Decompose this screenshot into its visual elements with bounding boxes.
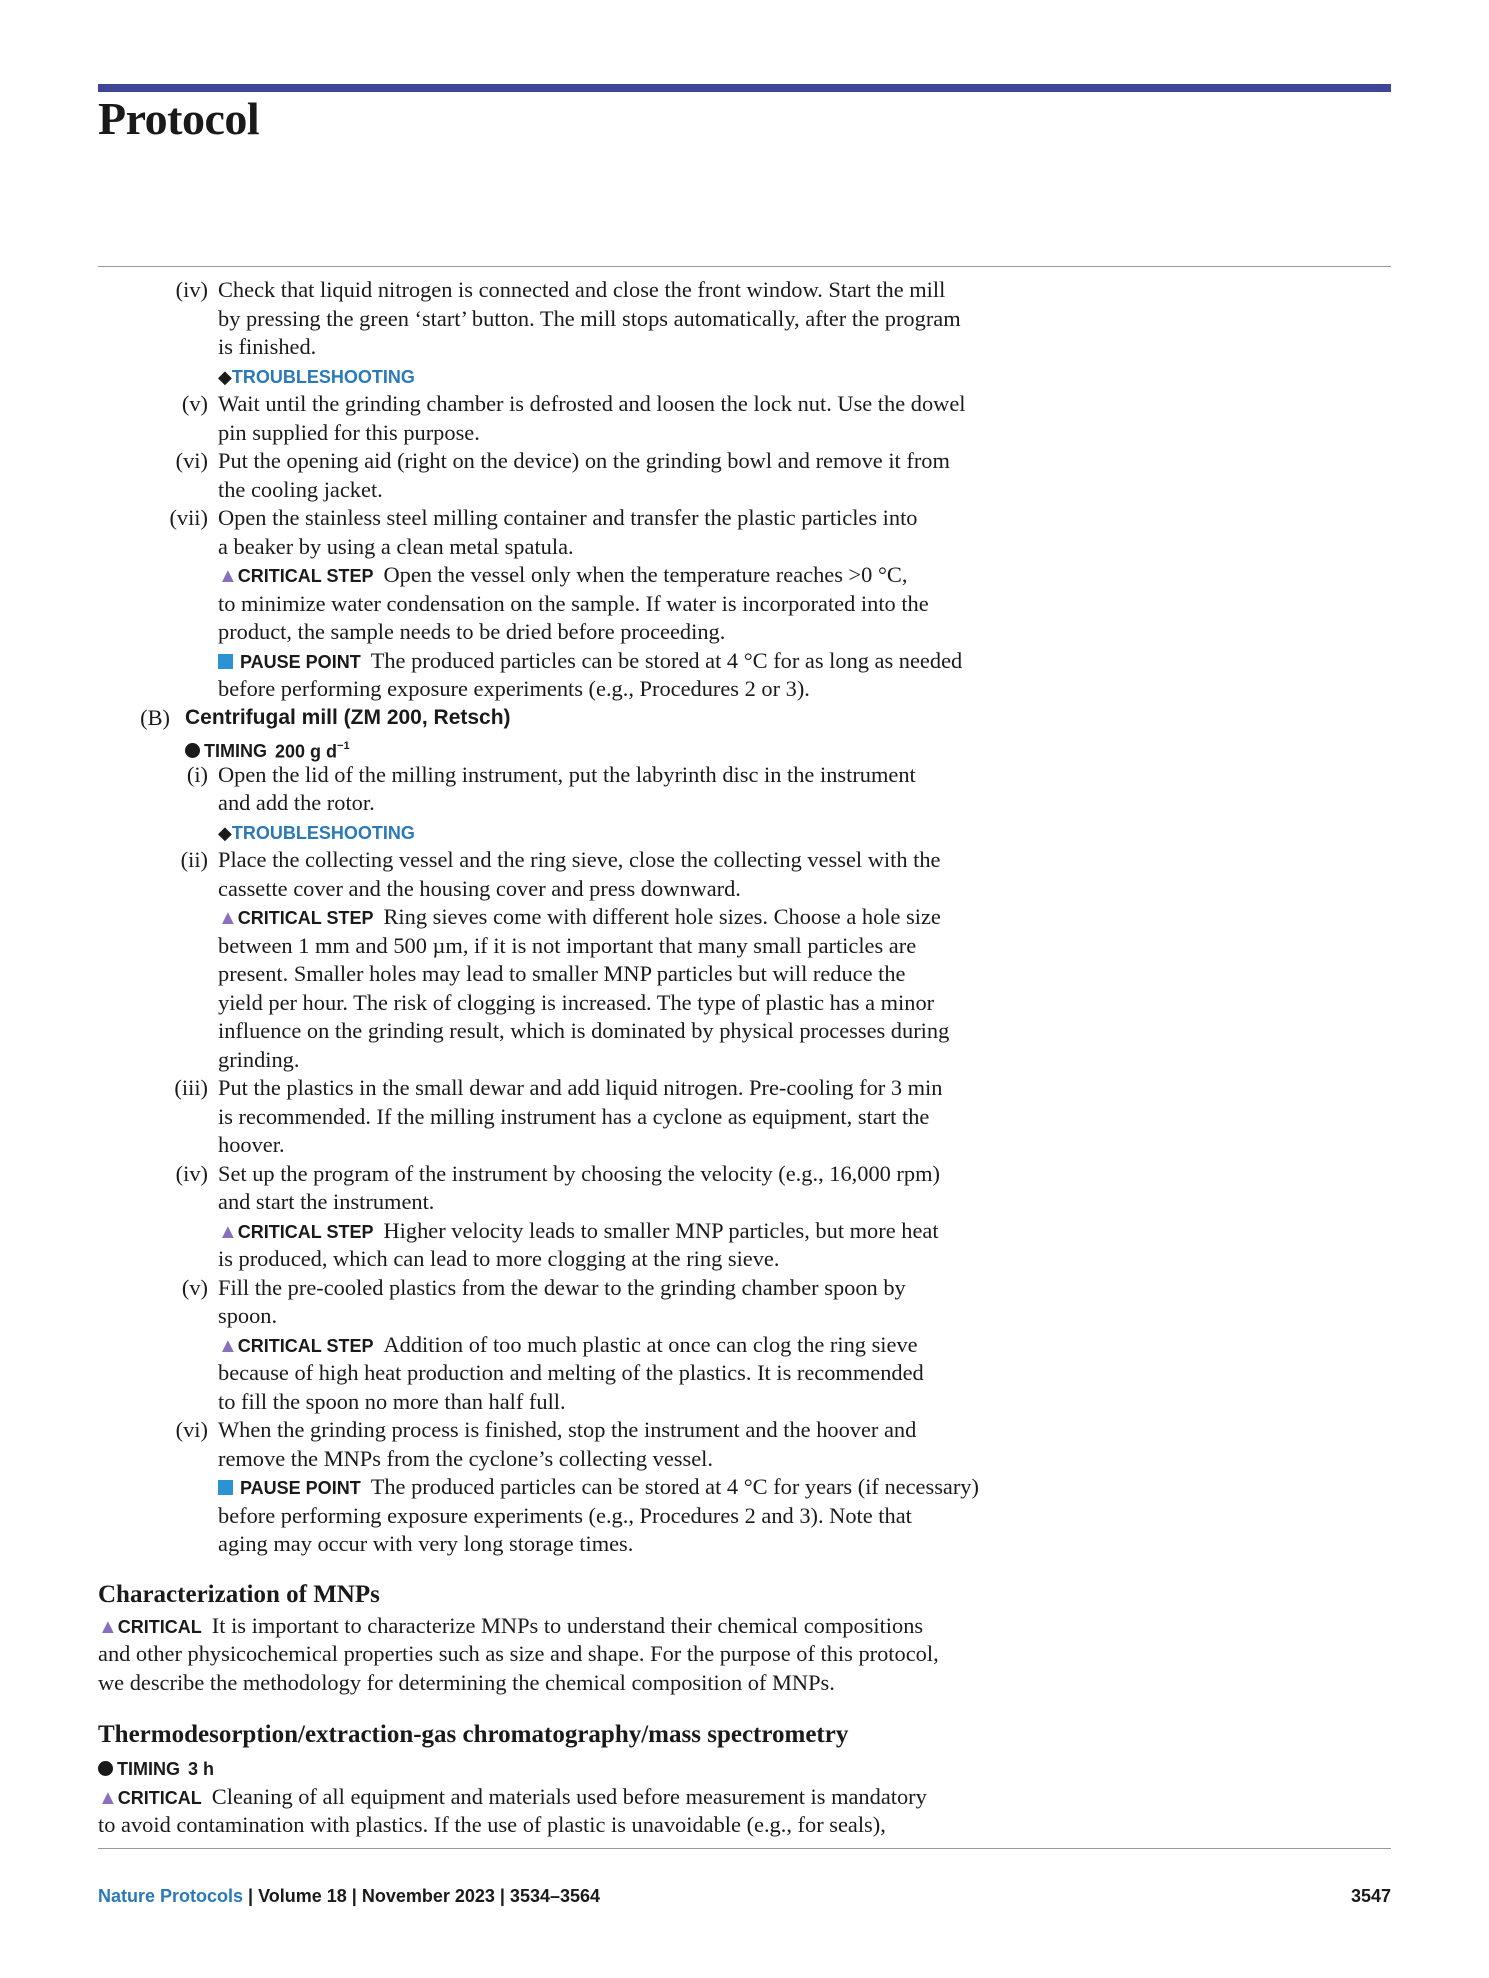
critical-step-b-ii-text: Ring sieves come with different hole sizes. Choose a hole size [383, 904, 941, 929]
timing-dot-icon [185, 743, 200, 758]
pause-point-a-vii-label: PAUSE POINT [240, 651, 361, 672]
step-a-vii-text-line: a beaker by using a clean metal spatula. [218, 533, 574, 559]
critical-triangle-icon: ▲ [98, 1786, 118, 1809]
step-a-iv-text-line: is finished. [218, 334, 317, 359]
footer-rule [98, 1848, 1391, 1849]
step-a-iv-number: (iv) [175, 277, 208, 302]
pause-point-a-vii-text: The produced particles can be stored at 4 °C for as long as needed [370, 647, 963, 673]
section-b-title: Centrifugal mill (ZM 200, Retsch) [185, 705, 511, 729]
step-a-v-text-line: Wait until the grinding chamber is defrosted and loosen the lock nut. Use the dowel [218, 391, 966, 416]
troubleshooting-label: TROUBLESHOOTING [231, 366, 415, 387]
critical-step-b-ii-text-line: between 1 mm and 500 µm, if it is not important that many small particles are [218, 932, 917, 958]
timing-dot-icon [98, 1761, 113, 1776]
step-b-i-text-line: Open the lid of the milling instrument, put the labyrinth disc in the instrument [218, 761, 916, 787]
critical-triangle-icon: ▲ [98, 1615, 118, 1638]
pause-point-a-vii-text-line: before performing exposure experiments (e.g., Procedures 2 or 3). [218, 676, 810, 701]
step-b-iv-number: (iv) [175, 1160, 208, 1186]
timing-exponent: −1 [337, 740, 350, 752]
characterization-critical-text-line: we describe the methodology for determining the chemical composition of MNPs. [98, 1669, 835, 1695]
pause-point-b-vi [218, 1473, 979, 1502]
step-b-v-number: (v) [181, 1274, 208, 1300]
step-b-iii-text-line: hoover. [218, 1132, 285, 1157]
footer-citation [98, 1886, 600, 1907]
step-b-ii-text-line: cassette cover and the housing cover and press downward. [218, 875, 741, 901]
critical-step-b-v-text-line: because of high heat production and melting of the plastics. It is recommended [218, 1360, 924, 1385]
step-b-iv-text-line: Set up the program of the instrument by choosing the velocity (e.g., 16,000 rpm) [218, 1160, 940, 1186]
page-number: 3547 [1350, 1886, 1391, 1906]
characterization-critical-text: It is important to characterize MNPs to understand their chemical compositions [211, 1612, 924, 1638]
step-a-vi-text-line: Put the opening aid (right on the device) on the grinding bowl and remove it from [218, 448, 950, 473]
step-b-i-number: (i) [186, 761, 208, 787]
troubleshooting-link[interactable] [218, 362, 415, 391]
critical-step-a-vii [218, 561, 907, 590]
critical-triangle-icon: ▲ [218, 1334, 238, 1357]
step-a-vii-number: (vii) [169, 505, 208, 530]
pause-point-b-vi-text-line: aging may occur with very long storage times. [218, 1531, 634, 1556]
timing-value: 3 h [188, 1759, 215, 1779]
critical-step-b-v-label: CRITICAL STEP [237, 1335, 374, 1356]
step-b-iii-text-line: Put the plastics in the small dewar and add liquid nitrogen. Pre-cooling for 3 min [218, 1075, 943, 1100]
critical-step-a-vii-text-line: product, the sample needs to be dried before proceeding. [218, 619, 726, 644]
step-a-v-text-line: pin supplied for this purpose. [218, 419, 480, 445]
critical-step-b-iv-text-line: is produced, which can lead to more clogging at the ring sieve. [218, 1246, 780, 1271]
pause-point-a-vii [218, 647, 962, 676]
step-b-vi-number: (vi) [175, 1417, 208, 1442]
diamond-icon: ◆ [218, 366, 232, 387]
page-header-title: Protocol [98, 93, 260, 144]
timing-label: TIMING [204, 741, 267, 762]
step-b-ii-text-line: Place the collecting vessel and the ring sieve, close the collecting vessel with the [218, 847, 941, 872]
critical-step-b-ii [218, 903, 941, 932]
troubleshooting-label: TROUBLESHOOTING [231, 822, 415, 843]
timing-value: 200 g d [275, 741, 338, 762]
critical-step-a-vii-text: Open the vessel only when the temperature reaches >0 °C, [383, 562, 908, 587]
diamond-icon: ◆ [218, 822, 232, 843]
step-b-ii-number: (ii) [180, 847, 208, 872]
pause-point-b-vi-text: The produced particles can be stored at 4 °C for years (if necessary) [370, 1474, 979, 1499]
footer-journal[interactable]: Nature Protocols [98, 1886, 244, 1906]
critical-triangle-icon: ▲ [218, 907, 238, 929]
thermo-critical-text: Cleaning of all equipment and materials used before measurement is mandatory [211, 1783, 927, 1809]
troubleshooting-link[interactable] [218, 818, 415, 847]
timing-label: TIMING [117, 1759, 180, 1779]
step-a-v-number: (v) [181, 391, 208, 416]
thermo-critical [98, 1783, 927, 1812]
critical-step-b-iv-text: Higher velocity leads to smaller MNP particles, but more heat [383, 1217, 939, 1243]
thermo-critical-label: CRITICAL [117, 1787, 202, 1808]
step-a-vi-text-line: the cooling jacket. [218, 476, 383, 502]
pause-point-b-vi-text-line: before performing exposure experiments (e.g., Procedures 2 and 3). Note that [218, 1502, 912, 1528]
critical-step-a-vii-text-line: to minimize water condensation on the sample. If water is incorporated into the [218, 590, 929, 616]
step-a-iv-text-line: by pressing the green ‘start’ button. The mill stops automatically, after the program [218, 305, 961, 331]
critical-step-b-iv-label: CRITICAL STEP [237, 1221, 374, 1242]
critical-triangle-icon: ▲ [218, 1220, 238, 1243]
pause-square-icon [218, 654, 233, 669]
section-b-letter: (B) [140, 704, 170, 730]
step-b-iv-text-line: and start the instrument. [218, 1189, 435, 1214]
header-bar [98, 84, 1391, 92]
characterization-critical-label: CRITICAL [117, 1616, 202, 1637]
critical-step-b-ii-text-line: influence on the grinding result, which is dominated by physical processes during [218, 1018, 950, 1043]
characterization-heading: Characterization of MNPs [98, 1580, 380, 1608]
critical-step-b-ii-text-line: yield per hour. The risk of clogging is increased. The type of plastic has a minor [218, 989, 935, 1015]
characterization-critical [98, 1612, 923, 1641]
step-b-iii-text-line: is recommended. If the milling instrument has a cyclone as equipment, start the [218, 1103, 930, 1129]
step-a-vi-number: (vi) [175, 448, 208, 473]
critical-step-b-v-text: Addition of too much plastic at once can clog the ring sieve [383, 1331, 918, 1357]
critical-step-b-ii-text-line: grinding. [218, 1046, 300, 1072]
critical-step-b-v-text-line: to fill the spoon no more than half full. [218, 1388, 566, 1414]
step-b-iii-number: (iii) [174, 1075, 208, 1100]
thermo-timing [98, 1754, 214, 1783]
pause-point-b-vi-label: PAUSE POINT [240, 1478, 361, 1498]
step-b-vi-text-line: remove the MNPs from the cyclone’s collecting vessel. [218, 1445, 713, 1471]
step-b-i-text-line: and add the rotor. [218, 790, 375, 815]
step-b-vi-text-line: When the grinding process is finished, stop the instrument and the hoover and [218, 1417, 917, 1442]
critical-triangle-icon: ▲ [218, 565, 238, 587]
critical-step-b-ii-text-line: present. Smaller holes may lead to smaller MNP particles but will reduce the [218, 961, 906, 986]
critical-step-b-ii-label: CRITICAL STEP [237, 908, 374, 928]
critical-step-a-vii-label: CRITICAL STEP [237, 566, 374, 586]
step-b-v-text-line: Fill the pre-cooled plastics from the dewar to the grinding chamber spoon by [218, 1274, 906, 1300]
critical-step-b-v [218, 1331, 918, 1360]
thermodesorption-heading: Thermodesorption/extraction-gas chromatography/mass spectrometry [98, 1721, 849, 1748]
step-a-iv-text-line: Check that liquid nitrogen is connected and close the front window. Start the mill [218, 277, 946, 302]
step-b-v-text-line: spoon. [218, 1303, 278, 1328]
footer-info: | Volume 18 | November 2023 | 3534–3564 [248, 1886, 601, 1906]
step-a-vii-text-line: Open the stainless steel milling container and transfer the plastic particles into [218, 505, 918, 530]
pause-square-icon [218, 1480, 233, 1495]
characterization-critical-text-line: and other physicochemical properties such as size and shape. For the purpose of this protocol, [98, 1641, 939, 1666]
top-rule [98, 266, 1391, 267]
thermo-critical-text-line: to avoid contamination with plastics. If the use of plastic is unavoidable (e.g., for seals), [98, 1812, 886, 1837]
critical-step-b-iv [218, 1217, 939, 1246]
